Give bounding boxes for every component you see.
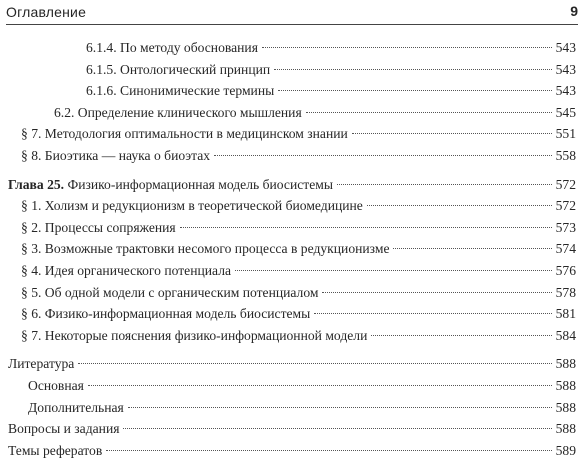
toc-entry[interactable] [0,123,584,145]
toc-entry-title: Физико-информационная модель биосистемы [44,306,311,322]
toc-entry-page: 588 [555,377,576,393]
toc-entry-label [54,102,302,124]
toc-entry[interactable] [0,195,584,217]
toc-entry-page: 588 [555,399,576,415]
toc-entry-page: 584 [555,327,576,343]
toc-entry-number: 6.1.4. [86,40,117,55]
toc-entry-title: Некоторые пояснения физико-информационной модели [44,327,368,343]
toc-entry-number: § 7. [21,327,42,343]
toc-entry[interactable] [0,282,584,304]
toc-entry-label [86,80,274,102]
section-gap [0,346,584,353]
toc-entry-label [21,303,310,325]
dot-leader [367,205,552,206]
toc-entry-label [21,325,367,347]
toc-entry-label [21,217,176,239]
table-of-contents [0,37,584,461]
toc-entry-title: Методология оптимальности в медицинском знании [44,126,348,142]
toc-entry[interactable] [0,303,584,325]
toc-entry-page: 545 [555,104,576,120]
toc-entry-title: Вопросы и задания [8,421,120,437]
dot-leader [306,112,552,113]
toc-entry-label [21,145,210,167]
toc-entry-label [28,375,84,397]
toc-entry[interactable] [0,80,584,102]
toc-entry-title: Идея органического потенциала [44,262,232,278]
dot-leader [278,90,551,91]
toc-entry[interactable] [0,174,584,196]
dot-leader [393,248,551,249]
dot-leader [128,407,552,408]
toc-entry-label [28,397,124,419]
toc-entry[interactable] [0,353,584,375]
toc-entry-page: 558 [555,147,576,163]
toc-entry-page: 588 [555,421,576,437]
toc-entry-page: 543 [555,61,576,77]
toc-entry-label [21,282,318,304]
toc-entry-title: Дополнительная [28,399,124,415]
toc-entry-title: Биоэтика — наука о биоэтах [44,147,211,163]
page-number: 9 [570,3,578,19]
toc-entry-label [21,260,231,282]
dot-leader [262,47,552,48]
dot-leader [274,69,551,70]
toc-entry-title: Холизм и редукционизм в теоретической биомедицине [44,198,363,214]
dot-leader [314,313,551,314]
section-gap [0,167,584,174]
toc-entry-title: Онтологический принцип [120,61,271,77]
toc-entry-number: § 1. [21,198,42,214]
toc-entry[interactable] [0,102,584,124]
toc-entry-page: 572 [555,176,576,192]
toc-entry[interactable] [0,440,584,461]
toc-entry[interactable] [0,260,584,282]
dot-leader [123,428,551,429]
toc-entry-page: 581 [555,306,576,322]
toc-entry-title: Основная [28,377,84,393]
toc-entry-number: § 6. [21,306,42,322]
toc-entry-number: § 5. [21,284,42,300]
dot-leader [180,227,552,228]
dot-leader [214,155,552,156]
toc-entry-page: 574 [555,241,576,257]
toc-entry-page: 551 [555,126,576,142]
toc-entry-number: § 8. [21,147,42,163]
toc-entry-title: Определение клинического мышления [77,104,302,120]
toc-entry-page: 576 [555,262,576,278]
toc-entry[interactable] [0,418,584,440]
toc-entry[interactable] [0,238,584,260]
toc-entry-number: § 3. [21,241,42,257]
running-header [6,0,578,25]
toc-entry-number: 6.2. [54,104,75,120]
toc-entry-page: 573 [555,219,576,235]
toc-entry-label [21,238,389,260]
toc-entry[interactable] [0,217,584,239]
dot-leader [371,335,551,336]
toc-entry-page: 543 [555,40,576,55]
dot-leader [322,292,551,293]
dot-leader [235,270,552,271]
toc-entry-page: 543 [555,83,576,99]
toc-entry-number: 6.1.6. [86,83,117,99]
toc-entry-label [8,418,119,440]
toc-entry-title: Процессы сопряжения [44,219,176,235]
toc-entry[interactable] [0,145,584,167]
dot-leader [352,133,552,134]
toc-entry-number: Глава 25. [8,176,65,192]
toc-entry-title: Темы рефератов [8,442,103,458]
toc-entry-number: § 4. [21,262,42,278]
toc-entry-title: По методу обоснования [120,40,258,55]
toc-entry-number: 6.1.5. [86,61,117,77]
toc-entry-number: § 7. [21,126,42,142]
toc-entry-label [8,174,333,196]
toc-entry[interactable] [0,397,584,419]
toc-entry[interactable] [0,325,584,347]
toc-entry-label [8,353,74,375]
toc-entry-label [21,195,363,217]
running-header-title: Оглавление [6,4,87,20]
toc-entry-title: Возможные трактовки несомого процесса в редукционизме [44,241,390,257]
toc-entry-title: Физико-информационная модель биосистемы [67,176,333,192]
toc-entry[interactable] [0,37,584,59]
toc-entry-title: Синонимические термины [120,83,275,99]
toc-entry-page: 589 [555,442,576,458]
toc-entry-label [21,123,348,145]
toc-entry-label [86,37,258,59]
dot-leader [106,450,551,451]
toc-entry-page: 588 [555,356,576,372]
dot-leader [88,385,552,386]
toc-entry-label [8,440,102,461]
dot-leader [78,363,551,364]
toc-entry-title: Об одной модели с органическим потенциалом [44,284,319,300]
toc-entry[interactable] [0,59,584,81]
toc-entry-page: 572 [555,198,576,214]
toc-entry-page: 578 [555,284,576,300]
toc-entry-title: Литература [8,356,75,372]
toc-entry-number: § 2. [21,219,42,235]
toc-entry-label [86,59,270,81]
toc-entry[interactable] [0,375,584,397]
dot-leader [337,184,552,185]
